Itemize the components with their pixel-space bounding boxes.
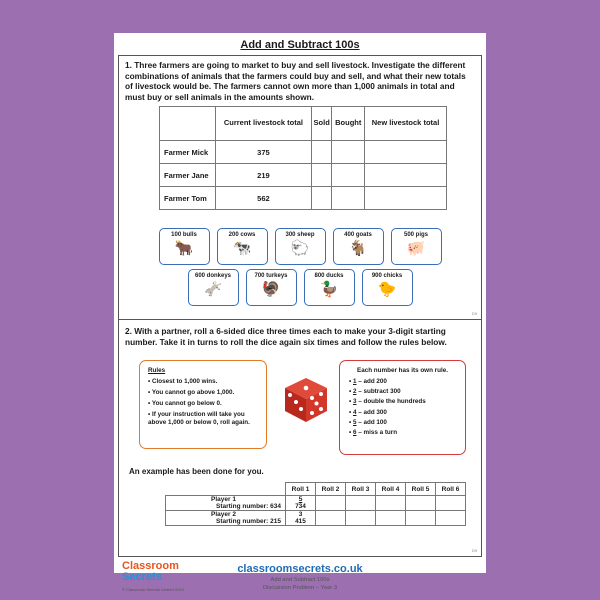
current-total: 375 [216, 141, 312, 164]
number-rule-item: • 3 – double the hundreds [349, 398, 426, 406]
goat-icon: 🐐 [348, 240, 368, 257]
sold-cell[interactable] [311, 141, 332, 164]
animal-card-chicks [362, 269, 413, 306]
bought-cell[interactable] [332, 187, 365, 210]
animal-card-donkeys [188, 269, 239, 306]
animal-card-turkeys [246, 269, 297, 306]
classroom-secrets-logo: Classroom Secrets [122, 560, 179, 583]
farmer-name: Farmer Jane [160, 164, 216, 187]
number-rules-heading: Each number has its own rule. [357, 367, 448, 374]
footer [114, 561, 486, 600]
player-label: Player 1 Starting number: 634 [166, 496, 286, 511]
number-rule-item: • 1 – add 200 [349, 378, 387, 385]
table-row [166, 496, 466, 511]
sold-cell[interactable] [311, 187, 332, 210]
roll-cell[interactable] [436, 511, 466, 526]
dice-icon [281, 375, 331, 425]
animal-label: 700 turkeys [254, 273, 288, 279]
farmer-name: Farmer Tom [160, 187, 216, 210]
duck-icon: 🦆 [319, 281, 339, 298]
roll-header: Roll 6 [436, 483, 466, 496]
roll-cell[interactable] [376, 511, 406, 526]
number-rule-item: • 2 – subtract 300 [349, 388, 401, 396]
copyright: © Classroom Secrets Limited 2019 [122, 587, 184, 592]
table-row [166, 511, 466, 526]
animal-cards-row-1 [119, 228, 481, 265]
roll-cell[interactable] [376, 496, 406, 511]
donkey-icon: 🫏 [203, 281, 223, 298]
question-1-box [118, 55, 482, 320]
roll-header: Roll 2 [316, 483, 346, 496]
animal-card-ducks [304, 269, 355, 306]
example-text: An example has been done for you. [129, 467, 264, 476]
new-total-cell[interactable] [365, 164, 447, 187]
animal-label: 900 chicks [371, 273, 403, 279]
new-total-cell[interactable] [365, 187, 447, 210]
roll-cell[interactable] [346, 511, 376, 526]
animal-card-goats [333, 228, 384, 265]
current-total: 562 [216, 187, 312, 210]
roll-header: Roll 5 [406, 483, 436, 496]
table-header [160, 107, 216, 141]
roll-cell[interactable] [316, 496, 346, 511]
number-rule-item: • 6 – miss a turn [349, 428, 398, 436]
bought-cell[interactable] [332, 164, 365, 187]
animal-label: 200 cows [228, 232, 256, 238]
turkey-icon: 🦃 [261, 281, 281, 298]
roll-header: Roll 1 [286, 483, 316, 496]
number-rules-box [339, 360, 466, 455]
table-row [160, 187, 447, 210]
site-link[interactable]: classroomsecrets.co.uk [237, 563, 363, 575]
roll-cell[interactable] [406, 511, 436, 526]
rule-item: • You cannot go below 0. [148, 400, 222, 407]
animal-card-cows [217, 228, 268, 265]
question-1-text: 1. Three farmers are going to market to buy and sell livestock. Investigate the different combinations of animals that the farmers could buy and sell, and what their new totals of livestock would be. The farmers cannot own more than 1,000 animals in total and must buy or sell animals in the amounts shown. [125, 60, 466, 102]
current-total: 219 [216, 164, 312, 187]
animal-label: 600 donkeys [194, 273, 232, 279]
question-code: D9 [471, 548, 477, 553]
roll-cell[interactable] [436, 496, 466, 511]
question-2-box [118, 320, 482, 557]
animal-label: 800 ducks [314, 273, 344, 279]
new-total-cell[interactable] [365, 141, 447, 164]
rule-item: • If your instruction will take you above 1,000 or below 0, roll again. [148, 411, 250, 426]
livestock-table [159, 106, 447, 210]
roll-header: Roll 4 [376, 483, 406, 496]
table-row [160, 164, 447, 187]
animal-card-bulls [159, 228, 210, 265]
table-header: Bought [332, 107, 365, 141]
rules-box [139, 360, 267, 449]
number-rule-item: • 5 – add 100 [349, 418, 387, 426]
bought-cell[interactable] [332, 141, 365, 164]
rule-item: • Closest to 1,000 wins. [148, 378, 218, 385]
animal-label: 400 goats [344, 232, 372, 238]
animal-label: 100 bulls [171, 232, 197, 238]
number-rule-item: • 4 – add 300 [349, 408, 387, 416]
page-title: Add and Subtract 100s [240, 39, 360, 51]
chick-icon: 🐤 [377, 281, 397, 298]
player-label: Player 2 Starting number: 215 [166, 511, 286, 526]
table-header: Current livestock total [216, 107, 312, 141]
rules-heading: Rules [148, 367, 166, 374]
table-header: New livestock total [365, 107, 447, 141]
question-code: D9 [471, 311, 477, 316]
sold-cell[interactable] [311, 164, 332, 187]
animal-cards-row-2 [119, 269, 481, 306]
farmer-name: Farmer Mick [160, 141, 216, 164]
footer-subtitle: Add and Subtract 100s [270, 577, 330, 583]
roll-cell: 5 734 [286, 496, 316, 511]
animal-label: 300 sheep [285, 232, 315, 238]
roll-cell[interactable] [346, 496, 376, 511]
question-2-text: 2. With a partner, roll a 6-sided dice three times each to make your 3-digit starting number. Take it in turns to roll the dice again six times and follow the rules below. [125, 326, 447, 347]
roll-cell[interactable] [406, 496, 436, 511]
roll-cell[interactable] [316, 511, 346, 526]
worksheet [114, 33, 486, 592]
animal-card-sheep [275, 228, 326, 265]
rolls-table [165, 482, 466, 526]
table-row [160, 141, 447, 164]
bull-icon: 🐂 [174, 240, 194, 257]
footer-subtitle: Discussion Problem – Year 3 [262, 585, 338, 591]
animal-label: 500 pigs [403, 232, 428, 238]
animal-card-pigs [391, 228, 442, 265]
sheep-icon: 🐑 [290, 240, 310, 257]
cow-icon: 🐄 [232, 240, 252, 257]
rule-item: • You cannot go above 1,000. [148, 389, 235, 396]
pig-icon: 🐖 [406, 240, 426, 257]
table-header: Sold [311, 107, 332, 141]
roll-header: Roll 3 [346, 483, 376, 496]
roll-cell: 3 415 [286, 511, 316, 526]
